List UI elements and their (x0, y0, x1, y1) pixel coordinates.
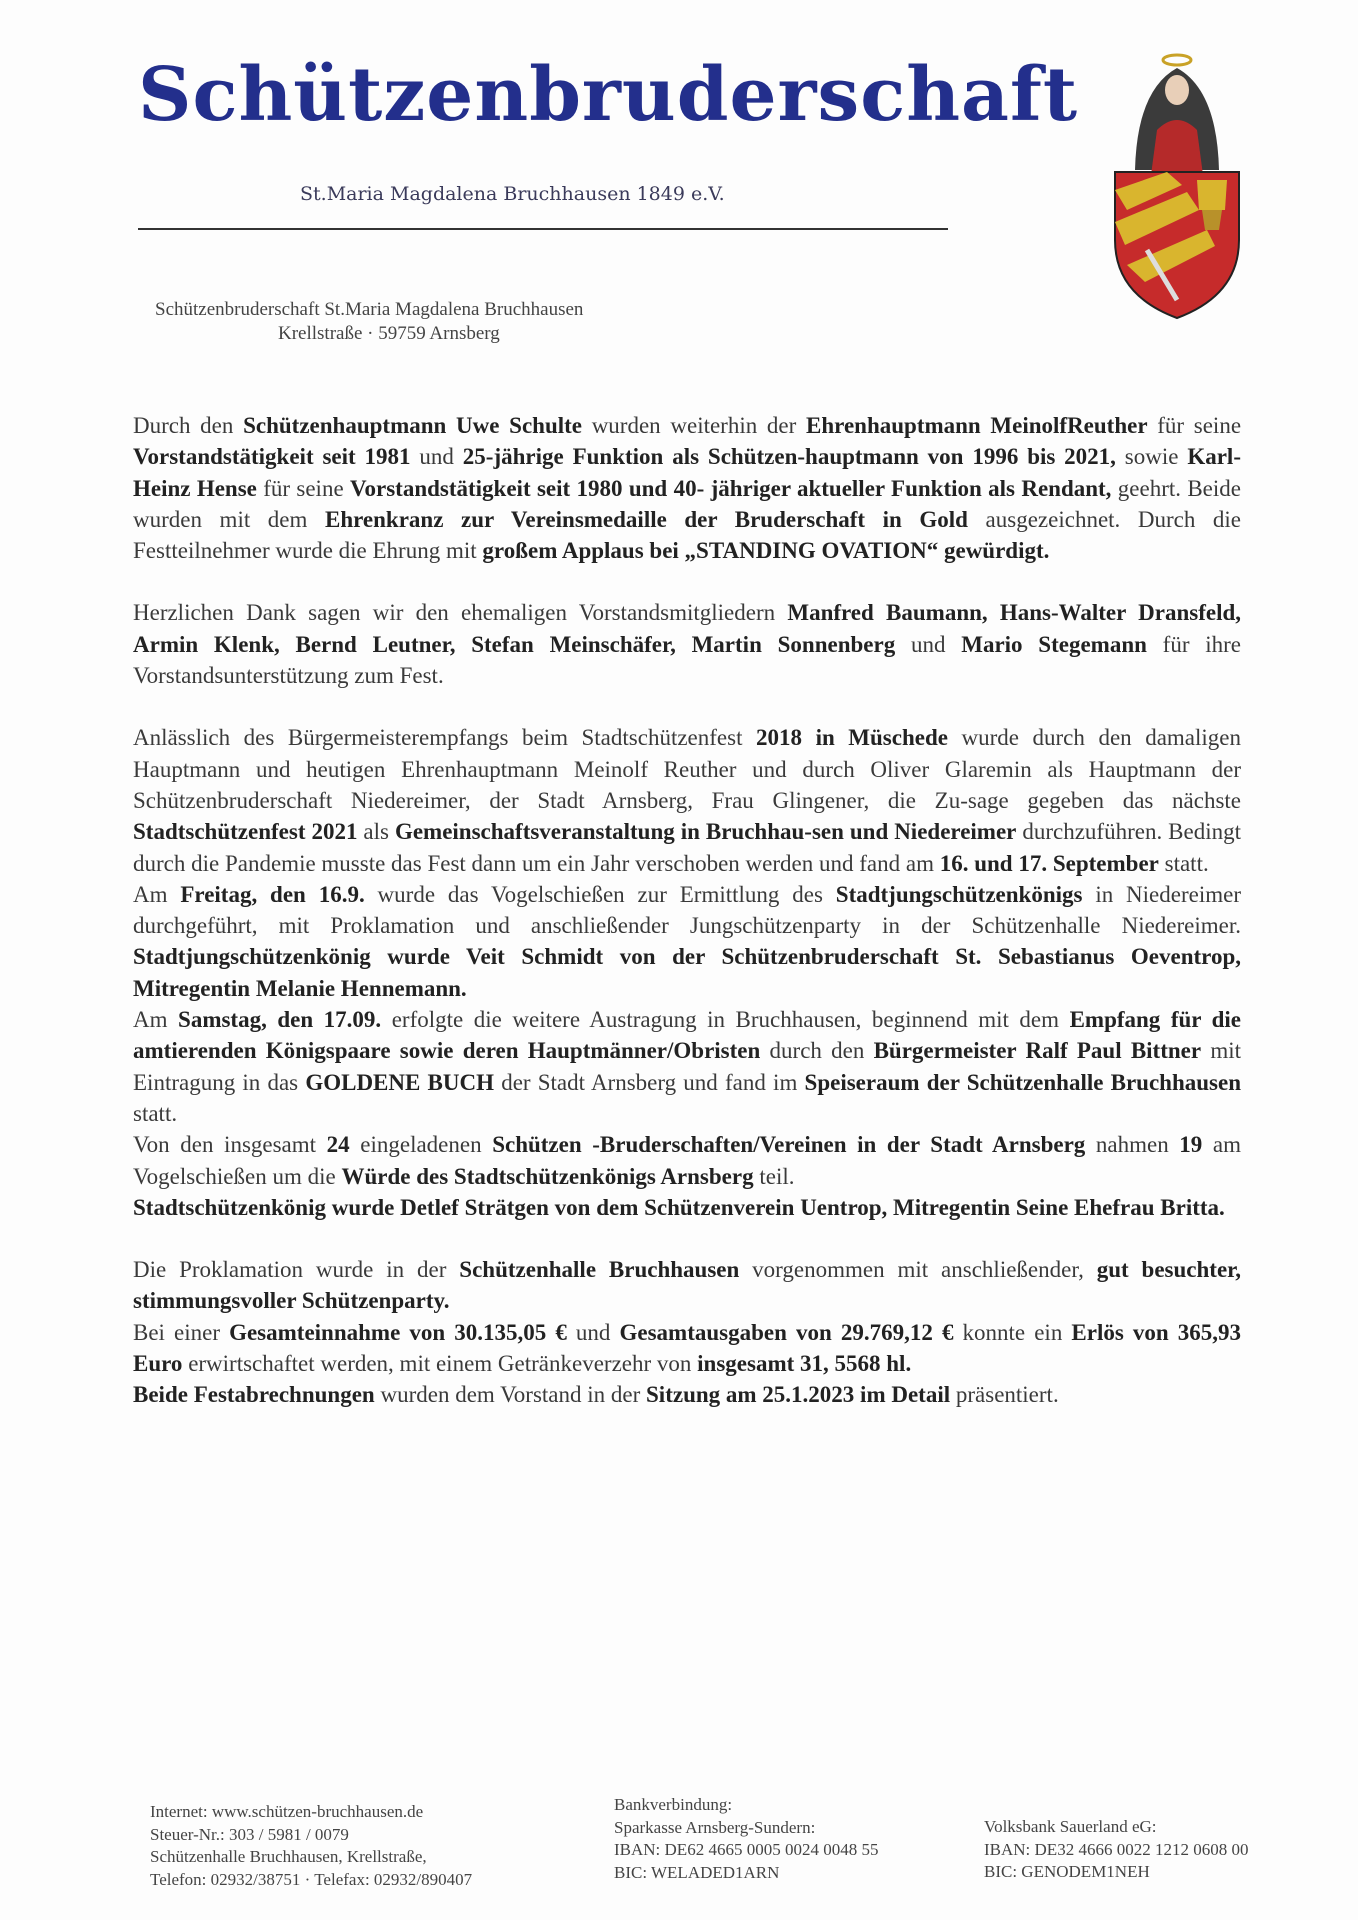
text-run: Am (133, 1007, 179, 1033)
text-run: durchzuführen. Bedingt durch die Pandemie musste das Fest dann um ein Jahr verschoben werden und fand am (133, 819, 1241, 876)
bold-text: Stadtjungschützenkönig wurde Veit Schmidt von der Schützenbruderschaft St. Sebastianus Oeventrop, Mitregentin Melanie Hennemann. (133, 944, 1241, 1001)
text-run: und (566, 1319, 620, 1345)
coat-of-arms-icon (1107, 50, 1247, 320)
paragraph-stadtschuetzenfest (133, 722, 1241, 1223)
bold-text: 16. und 17. September (939, 850, 1159, 876)
footer-line: Schützenhalle Bruchhausen, Krellstraße, (150, 1847, 427, 1866)
letterhead-divider (138, 228, 948, 230)
text-run: statt. (133, 1100, 178, 1126)
footer-line: IBAN: DE62 4665 0005 0024 0048 55 (614, 1840, 879, 1859)
text-run: erfolgte die weitere Austragung in Bruchhausen, beginnend mit dem (381, 1007, 1070, 1033)
bold-text: Empfang für die amtierenden Königspaare sowie deren Hauptmänner/Obristen (133, 1007, 1241, 1064)
text-run: und (895, 631, 962, 657)
footer-line: IBAN: DE32 4666 0022 1212 0608 00 (984, 1839, 1249, 1859)
bold-text: Schützenhauptmann Uwe Schulte (243, 413, 582, 438)
sender-name: Schützenbruderschaft St.Maria Magdalena Bruchhausen (155, 299, 584, 320)
footer-bank-sparkasse (614, 1794, 878, 1884)
bold-text: Sitzung am 25.1.2023 im Detail (646, 1382, 951, 1408)
footer-line: BIC: WELADED1ARN (614, 1862, 780, 1882)
text-run: teil. (753, 1163, 795, 1189)
text-run: wurden dem Vorstand in der (374, 1382, 647, 1408)
bold-text: Karl-Heinz Hense (133, 444, 1241, 501)
text-run: in Niedereimer durchgeführt, mit Proklamation und anschließender Jungschützenparty in der Schützenhalle Niedereimer. (133, 881, 1241, 939)
bold-text: Stadtschützenkönig wurde Detlef Strätgen von dem Schützenverein Uentrop, Mitregentin Seine Ehefrau Britta. (133, 1194, 1225, 1220)
text-run: nahmen (1085, 1132, 1180, 1158)
text-run: präsentiert. (950, 1382, 1059, 1408)
bold-text: 19 (1179, 1132, 1203, 1158)
text-run: eingeladenen (349, 1132, 493, 1158)
text-run: konnte ein (953, 1319, 1072, 1345)
text-run: erwirtschaftet werden, mit einem Getränkeverzehr von (182, 1351, 698, 1377)
letterhead-subtitle: St.Maria Magdalena Bruchhausen 1849 e.V. (300, 183, 725, 205)
bold-text: Erlös von 365,93 Euro (133, 1319, 1242, 1377)
bold-text: Schützenhalle Bruchhausen (459, 1257, 740, 1283)
text-run: vorgenommen mit anschließender, (739, 1257, 1097, 1283)
bold-text: Mario Stegemann (961, 631, 1147, 657)
bold-text: gut besuchter, stimmungsvoller Schützenparty. (133, 1257, 1242, 1314)
footer-line: Internet: www.schützen-bruchhausen.de (150, 1802, 424, 1821)
text-run: Von den insgesamt (133, 1132, 327, 1158)
text-run: Anlässlich des Bürgermeisterempfangs beim Stadtschützenfest (133, 725, 757, 751)
text-run: am Vogelschießen um die (133, 1132, 1241, 1189)
bold-text: 2018 in Müschede (756, 725, 948, 751)
text-run: für seine (1147, 413, 1242, 438)
text-run: sowie (1115, 444, 1188, 470)
bold-text: Bürgermeister Ralf Paul Bittner (873, 1038, 1202, 1064)
text-run: wurden weiterhin der (582, 413, 807, 438)
bold-text: Manfred Baumann, Hans-Walter Dransfeld, Armin Klenk, Bernd Leutner, Stefan Meinschäfer, Martin Sonnenberg (133, 600, 1242, 657)
bold-text: 24 (326, 1132, 350, 1158)
text-run: als (357, 819, 395, 845)
bold-text: Schützen -Bruderschaften/Vereinen in der Stadt Arnsberg (492, 1132, 1086, 1158)
text-run: Durch den (133, 413, 244, 438)
bold-text: Gesamtausgaben von 29.769,12 € (619, 1319, 954, 1345)
footer-line: Volksbank Sauerland eG: (984, 1817, 1157, 1836)
bold-text: GOLDENE BUCH (305, 1069, 494, 1095)
text-run: wurde durch den damaligen Hauptmann und heutigen Ehrenhauptmann Meinolf Reuther und durch Oliver Glaremin als Hauptmann der Schützenbruderschaft Niedereimer, der Stadt Arnsberg, Frau Glingener, die Zu-sage gegeben das nächste (133, 725, 1241, 813)
text-run: statt. (1158, 850, 1209, 876)
text-run: für seine (256, 475, 350, 501)
bold-text: Samstag, den 17.09. (178, 1007, 382, 1033)
bold-text: Ehrenhauptmann MeinolfReuther (806, 413, 1148, 438)
bold-text: großem Applaus bei „STANDING OVATION“ gewürdigt. (482, 538, 1050, 564)
paragraph-thanks (133, 597, 1241, 691)
bold-text: Gemeinschaftsveranstaltung in Bruchhau-sen und Niedereimer (394, 819, 1017, 845)
text-run: wurde das Vogelschießen zur Ermittlung des (364, 881, 836, 907)
bold-text: Vorstandstätigkeit seit 1981 (133, 444, 411, 470)
footer-line: Sparkasse Arnsberg-Sundern: (614, 1817, 816, 1837)
bold-text: Würde des Stadtschützenkönigs Arnsberg (341, 1163, 754, 1189)
text-run: Die Proklamation wurde in der (133, 1257, 460, 1283)
text-run: Herzlichen Dank sagen wir den ehemaligen Vorstandsmitgliedern (133, 600, 788, 626)
text-run: der Stadt Arnsberg und fand im (494, 1069, 805, 1095)
bold-text: 25-jährige Funktion als Schützen-hauptmann von 1996 bis 2021, (462, 444, 1116, 470)
text-run: und (410, 444, 463, 470)
paragraph-honors (133, 410, 1241, 566)
bold-text: Stadtjungschützenkönigs (835, 881, 1083, 907)
sender-address: Krellstraße · 59759 Arnsberg (278, 323, 500, 344)
bold-text: Speiseraum der Schützenhalle Bruchhausen (804, 1069, 1241, 1095)
text-run: geehrt. Beide wurden mit dem (133, 475, 1241, 532)
bold-text: Stadtschützenfest 2021 (133, 819, 358, 845)
text-run: mit Eintragung in das (133, 1038, 1242, 1095)
bold-text: Vorstandstätigkeit seit 1980 und 40- jähriger aktueller Funktion als Rendant, (350, 475, 1112, 501)
bold-text: Gesamteinnahme von 30.135,05 € (229, 1319, 567, 1345)
footer-bank-volksbank (984, 1816, 1248, 1884)
text-run: für ihre Vorstandsunterstützung zum Fest. (133, 631, 1242, 689)
footer-contact (150, 1801, 472, 1891)
paragraph-finances (133, 1254, 1241, 1410)
letter-body (133, 410, 1241, 1442)
text-run: durch den (760, 1038, 874, 1064)
bold-text: Freitag, den 16.9. (180, 881, 365, 907)
text-run: Bei einer (133, 1319, 230, 1345)
text-run: ausgezeichnet. Durch die Festteilnehmer wurde die Ehrung mit (133, 506, 1242, 564)
bold-text: Ehrenkranz zur Vereinsmedaille der Bruderschaft in Gold (324, 506, 968, 532)
footer-line: Bankverbindung: (614, 1795, 733, 1814)
footer-line: Telefon: 02932/38751 · Telefax: 02932/890407 (150, 1869, 473, 1889)
footer-line: BIC: GENODEM1NEH (984, 1862, 1150, 1881)
footer-line: Steuer-Nr.: 303 / 5981 / 0079 (150, 1824, 349, 1844)
letterhead-title: Schützenbruderschaft (138, 52, 1079, 138)
bold-text: insgesamt 31, 5568 hl. (697, 1351, 912, 1377)
bold-text: Beide Festabrechnungen (133, 1382, 375, 1408)
text-run: Am (133, 881, 181, 907)
